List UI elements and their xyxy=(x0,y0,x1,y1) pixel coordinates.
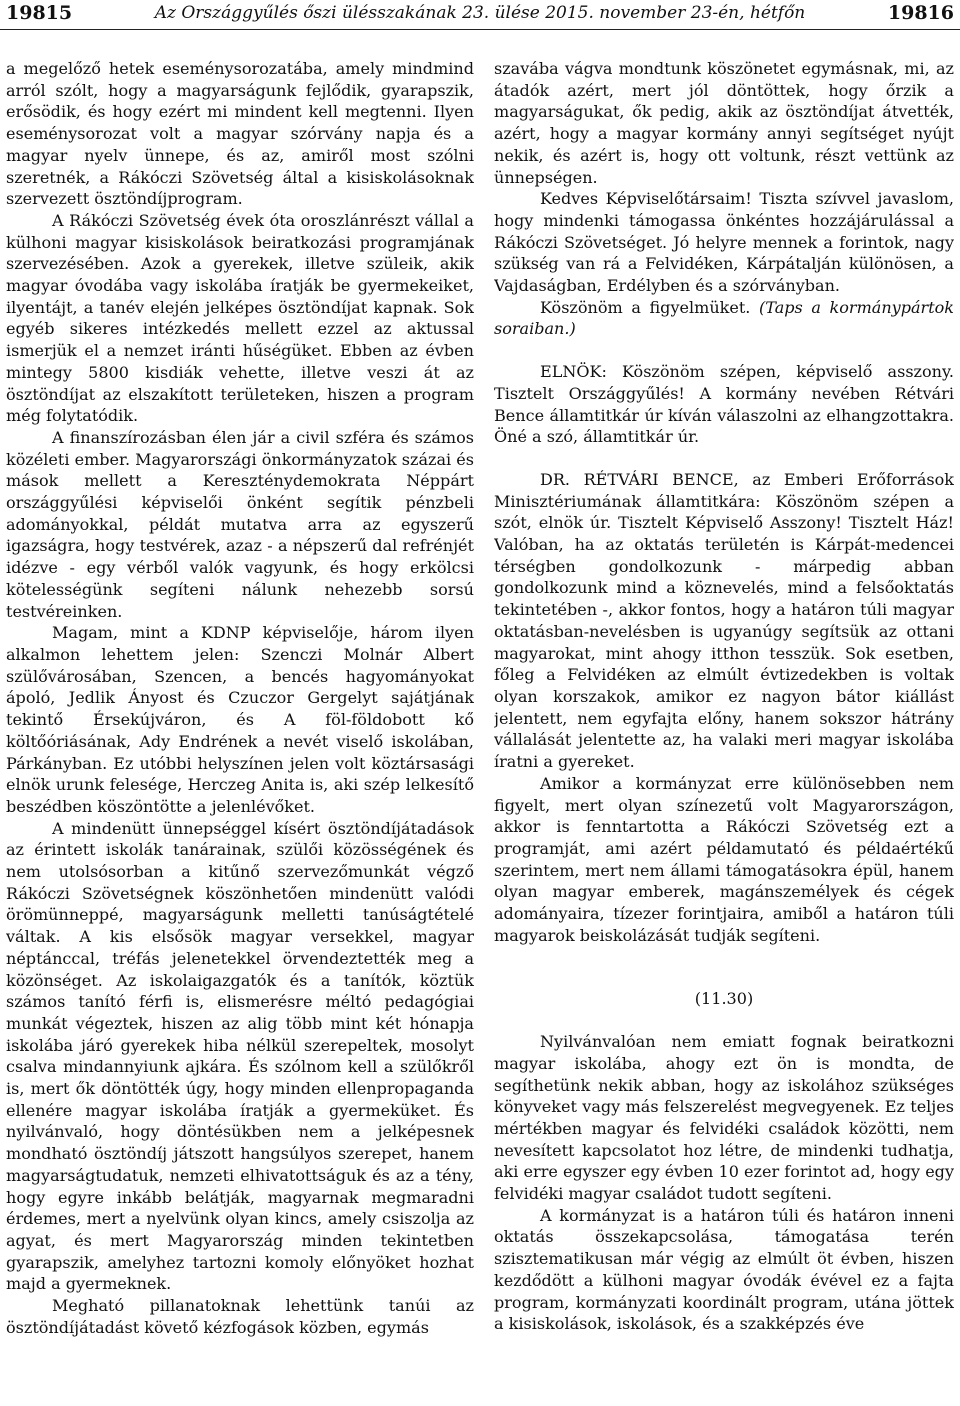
paragraph: szavába vágva mondtunk köszönetet egymásnak, mi, az átadók azért, mert jól döntöttek, hogy őrzik a magyarságukat, ők pedig, akik az ösztöndíjat átvették, azért, hogy a magyar kormány annyi segítséget nyújt nekik, és azért is, hogy ott voltunk, részt vettünk az ünnepségen. xyxy=(494,59,954,187)
paragraph: A kormányzat is a határon túli és határon inneni oktatás összekapcsolása, támogatása terén szisztematikusan már végig az elmúlt öt évben, hiszen kezdődött a külhoni magyar óvodák évével ez a fajta program, kormányzati koordinált program, utána jöttek a kisiskolások, iskolások, és a szakképzés éve xyxy=(494,1205,954,1334)
running-title: Az Országgyűlés őszi ülésszakának 23. ülése 2015. november 23-én, hétfőn xyxy=(154,3,806,23)
paragraph: Megható pillanatoknak lehettünk tanúi az ösztöndíjátadást követő kézfogások közben, egymás xyxy=(6,1296,474,1337)
paragraph-text: Köszönöm a figyelmüket. xyxy=(540,297,759,317)
paragraph: Magam, mint a KDNP képviselője, három ilyen alkalmon lehettem jelen: Szenczi Molnár Albert szülővárosában, Szencen, a bencés hagyományokat ápoló, Jedlik Ányost és Czuczor Gergelyt sajátjának tekintő Érsekújváron, és A föl-földobott kő költőóriásának, Ady Endrének a nevét viselő iskolában, Párkányban. Ez utóbbi helyszínen jelen volt köztársasági elnök urunk felesége, Herczeg Anita is, aki szép lelkesítő beszédben köszöntötte a jelenlévőket. xyxy=(6,623,474,816)
paragraph xyxy=(494,297,954,340)
stage-direction: (Taps a kormánypártok soraiban.) xyxy=(494,297,954,339)
spacer xyxy=(494,448,954,469)
paragraph: A finanszírozásban élen jár a civil szféra és számos közéleti ember. Magyarországi önkormányzatok százai és mások mellett a Kereszténydemokrata Néppárt országgyűlési képviselői önként segítik pénzbeli adományokkal, példát mutatva arra az egyszerű igazságra, hogy testvérek, azaz - a népszerű dal refrénjét idézve - egy vérből valók vagyunk, és hogy erkölcsi kötelességünk segíteni nálunk nehezebb sorsú testvéreinken. xyxy=(6,427,474,621)
left-column xyxy=(6,58,474,1403)
paragraph: A Rákóczi Szövetség évek óta oroszlánrészt vállal a külhoni magyar kisiskolások beiratkozási programjának szervezésében. Azok a gyerekek, illetve szüleik, akik magyar óvodába vagy iskolába íratják be gyermekeiket, ilyentájt, a tanév elején jelképes ösztöndíjat kapnak. Sok egyéb sikeres intézkedés mellett ezzel az aktussal ismerjük el a nemzet iránti hűségüket. Ebben az évben mintegy 5800 kisdiák vehette, illetve veszi át az ösztöndíjat az elszakított területeken, hiszen a program még folytatódik. xyxy=(6,210,474,426)
spacer xyxy=(494,946,954,988)
speaker-paragraph: DR. RÉTVÁRI BENCE, az Emberi Erőforrások Minisztériumának államtitkára: Köszönöm szépen a szót, elnök úr. Tisztelt Képviselő Asszony! Tisztelt Ház! Valóban, ha az oktatás területén is Kárpát-medencei térségben gondolkozunk - márpedig abban gondolkozunk mind a köznevelés, mind a felsőoktatás tekintetében -, akkor fontos, hogy a határon túli magyar oktatásban-nevelésben is ugyanúgy segítsük az ottani magyarokat, mint ahogy itthon tesszük. Sok esetben, főleg a Felvidéken az elmúlt évtizedekben is voltak olyan korszakok, amikor ez nagyon bátor kiállást jelentett, nem egyfajta előny, hanem sokszor hátrány vállalását jelentette az, ha valaki meri magyar iskolába íratni a gyereket. xyxy=(494,469,954,772)
page-number-left: 19815 xyxy=(6,2,73,24)
paragraph: Amikor a kormányzat erre különösebben nem figyelt, mert olyan színezetű volt Magyarországon, akkor is fenntartotta a Rákóczi Szövetség ezt a programját, ami azért példamutató és példaértékű szerintem, mert nem állami támogatásokra épül, hanem olyan magyar emberek, magánszemélyek és cégek adományaira, tízezer forintjaira, amiből a határon túli magyarok beiskolázását tudják segíteni. xyxy=(494,773,954,945)
paragraph: Kedves Képviselőtársaim! Tiszta szívvel javaslom, hogy mindenki támogassa önkéntes hozzájárulással a Rákóczi Szövetséget. Jó helyre mennek a forintok, nagy szükség van rá a Felvidéken, Kárpátalján különösen, a Vajdaságban, Erdélyben és a szórványban. xyxy=(494,189,954,296)
spacer xyxy=(494,1010,954,1031)
paragraph: Nyilvánvalóan nem emiatt fognak beiratkozni magyar iskolába, ahogy ezt ön is mondta, de segíthetünk nekik abban, hogy az iskolához szükséges könyveket vagy más felszerelést megvegyenek. Ez teljes mértékben magyar és felvidéki családok közötti, nem nevesített kapcsolatot hoz létre, de mindenki tudhatja, aki erre egyszer egy évben 10 ezer forintot ad, hogy egy felvidéki magyar családot tudott segíteni. xyxy=(494,1032,954,1204)
page-number-right: 19816 xyxy=(887,2,954,24)
paragraph: a megelőző hetek eseménysorozatába, amely mindmind arról szólt, hogy a magyarságunk fejlődik, gyarapszik, erősödik, és hogy ezért mi mindent kell megtenni. Ilyen eseménysorozat volt a magyar szórvány napja és a magyar nyelv ünnepe, és az, amiről most szólni szeretnék, a Rákóczi Szövetség által a kisiskolásoknak szervezett ösztöndíjprogram. xyxy=(6,59,474,209)
header-rule xyxy=(0,29,960,30)
speaker-paragraph: ELNÖK: Köszönöm szépen, képviselő asszony. Tisztelt Országgyűlés! A kormány nevében Rétvári Bence államtitkár úr kíván válaszolni az elhangzottakra. Öné a szó, államtitkár úr. xyxy=(494,362,954,447)
right-column xyxy=(494,58,954,1403)
paragraph: A mindenütt ünnepséggel kísért ösztöndíjátadások az érintett iskolák tanárainak, szülői közösségének és nem utolsósorban a kitűnő szervezőmunkát végző Rákóczi Szövetségnek köszönhetően mindenütt valódi örömünneppé, magyarságunk melletti tanúságtételé váltak. A kis elsősök magyar versekkel, magyar néptánccal, tréfás jelenetekkel örvendeztették meg a közönséget. Az iskolaigazgatók és a tanítók, köztük számos tanító férfi is, elismerésre méltó pedagógiai munkát végeztek, hiszen az alig több mint két hónapja iskolába járó gyerekek hiba nélkül szerepeltek, mosolyt csalva mindannyiunk ajkára. És szólnom kell a szülőkről is, mert ők döntötték úgy, hogy minden ellenpropaganda ellenére magyar iskolába íratják a gyermeküket. És nyilvánvaló, hogy döntésükben nem a jelképesnek mondható ösztöndíj játszott hangsúlyos szerepet, hanem magyarságtudatuk, nemzeti elhivatottságuk és az a tény, hogy egyre inkább belátják, magyarnak megmaradni érdemes, mert a nyelvünk olyan kincs, amely csiszolja az agyat, és mert Magyarország minden tekintetben gyarapszik, amelyhez tartozni komoly előnyöket hozhat majd a gyermeknek. xyxy=(6,818,474,1294)
time-marker: (11.30) xyxy=(694,989,754,1009)
spacer xyxy=(494,340,954,361)
page-header xyxy=(0,0,960,30)
